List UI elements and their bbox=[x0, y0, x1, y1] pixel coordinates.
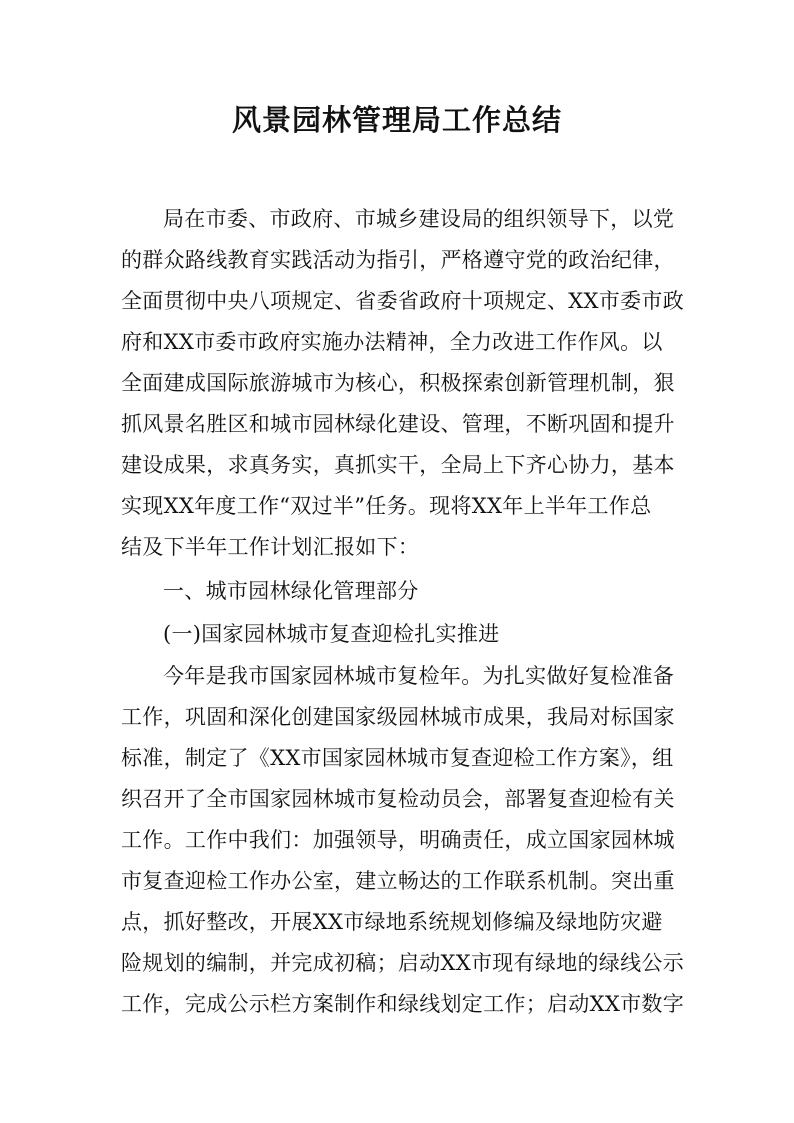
body-line: 全面建成国际旅游城市为核心，积极探索创新管理机制，狠 bbox=[121, 371, 675, 395]
body-line: 今年是我市国家园林城市复检年。为扎实做好复检准备 bbox=[163, 664, 675, 688]
body-line: 险规划的编制，并完成初稿；启动XX市现有绿地的绿线公示 bbox=[121, 951, 684, 975]
body-line: 点，抓好整改，开展XX市绿地系统规划修编及绿地防灾避 bbox=[121, 910, 663, 934]
body-line: 织召开了全市国家园林城市复检动员会，部署复查迎检有关 bbox=[121, 787, 675, 811]
body-line: 市复查迎检工作办公室，建立畅达的工作联系机制。突出重 bbox=[121, 869, 675, 893]
body-line: 实现XX年度工作“双过半”任务。现将XX年上半年工作总 bbox=[121, 494, 652, 518]
subsection-heading: (一)国家园林城市复查迎检扎实推进 bbox=[163, 622, 500, 646]
body-line: 标准，制定了《XX市国家园林城市复查迎检工作方案》，组 bbox=[121, 746, 674, 770]
body-line: 建设成果，求真务实，真抓实干，全局上下齐心协力，基本 bbox=[121, 453, 675, 477]
body-line: 工作，完成公示栏方案制作和绿线划定工作；启动XX市数字 bbox=[121, 992, 684, 1016]
body-line: 工作。工作中我们：加强领导，明确责任，成立国家园林城 bbox=[121, 828, 675, 852]
body-line: 局在市委、市政府、市城乡建设局的组织领导下，以党 bbox=[163, 207, 675, 231]
body-line: 结及下半年工作计划汇报如下： bbox=[121, 535, 420, 559]
body-line: 全面贯彻中央八项规定、省委省政府十项规定、XX市委市政 bbox=[121, 289, 684, 313]
body-line: 府和XX市委市政府实施办法精神，全力改进工作作风。以 bbox=[121, 330, 663, 354]
body-line: 的群众路线教育实践活动为指引，严格遵守党的政治纪律， bbox=[121, 248, 675, 272]
document-title: 风景园林管理局工作总结 bbox=[231, 103, 562, 137]
body-line: 抓风景名胜区和城市园林绿化建设、管理，不断巩固和提升 bbox=[121, 412, 675, 436]
body-line: 工作，巩固和深化创建国家级园林城市成果，我局对标国家 bbox=[121, 705, 675, 729]
section-heading: 一、城市园林绿化管理部分 bbox=[163, 579, 419, 603]
